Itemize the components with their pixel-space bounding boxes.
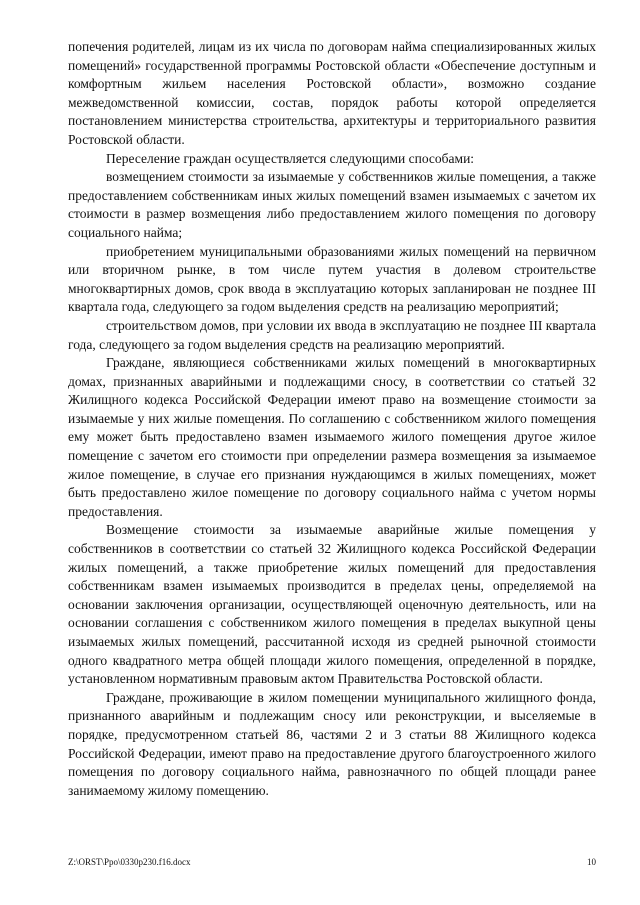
document-body	[68, 38, 596, 800]
paragraph-8: Граждане, проживающие в жилом помещении муниципального жилищного фонда, признанного аварийным и подлежащим сносу или реконструкции, и выселяемые в порядке, предусмотренном статьей 86, частями 2 и 3 статьи 88 Жилищного кодекса Российской Федерации, имеют право на предоставление другого благоустроенного жилого помещения по договору социального найма, равнозначного по общей площади ранее занимаемому жилому помещению.	[68, 689, 596, 798]
paragraph-1: попечения родителей, лицам из их числа по договорам найма специализированных жилых помещений» государственной программы Ростовской области «Обеспечение доступным и комфортным жильем населения Ростовской области», возможно создание межведомственной комиссии, состав, порядок работы которой определяется постановлением министерства строительства, архитектуры и территориального развития Ростовской области.	[68, 39, 596, 147]
paragraph-4: приобретением муниципальными образованиями жилых помещений на первичном или вторичном рынке, в том числе путем участия в долевом строительстве многоквартирных домов, срок ввода в эксплуатацию которых запланирован не позднее III квартала года, следующего за годом выделения средств на реализацию мероприятий;	[68, 243, 596, 315]
paragraph-5: строительством домов, при условии их ввода в эксплуатацию не позднее III квартала года, следующего за годом выделения средств на реализацию мероприятий.	[68, 317, 596, 352]
page-footer	[68, 857, 596, 867]
paragraph-3: возмещением стоимости за изымаемые у собственников жилые помещения, а также предоставлением собственникам иных жилых помещений взамен изымаемых с зачетом их стоимости в размер возмещения либо предоставлением жилого помещения по договору социального найма;	[68, 169, 596, 240]
paragraph-6: Граждане, являющиеся собственниками жилых помещений в многоквартирных домах, признанных аварийными и подлежащими сносу, в соответствии со статьей 32 Жилищного кодекса Российской Федерации имеют право на возмещение стоимости за изымаемые у них жилые помещения. По соглашению с собственником жилого помещения ему может быть предоставлено взамен изымаемого жилого помещения другое жилое помещение с зачетом его стоимости при определении размера возмещения за изымаемое жилое помещение, в случае его признания нуждающимся в жилых помещениях, может быть предоставлено жилое помещение по договору социального найма с учетом нормы предоставления.	[68, 355, 596, 519]
paragraph-7: Возмещение стоимости за изымаемые аварийные жилые помещения у собственников в соответствии со статьей 32 Жилищного кодекса Российской Федерации жилых помещений, а также приобретение жилых помещений для предоставления собственникам взамен изымаемых производится в пределах цены, определяемой на основании заключения организации, осуществляющей оценочную деятельность, или на основании соглашения с собственником жилого помещения в пределах выкупной цены изымаемых жилых помещений, рассчитанной исходя из средней рыночной стоимости одного квадратного метра общей площади жилого помещения, определенной в порядке, установленном нормативным правовым актом Правительства Ростовской области.	[68, 522, 596, 687]
paragraph-2: Переселение граждан осуществляется следующими способами:	[106, 150, 475, 166]
file-path: Z:\ORST\Ppo\0330p230.f16.docx	[68, 857, 191, 867]
page-number: 10	[587, 857, 596, 867]
